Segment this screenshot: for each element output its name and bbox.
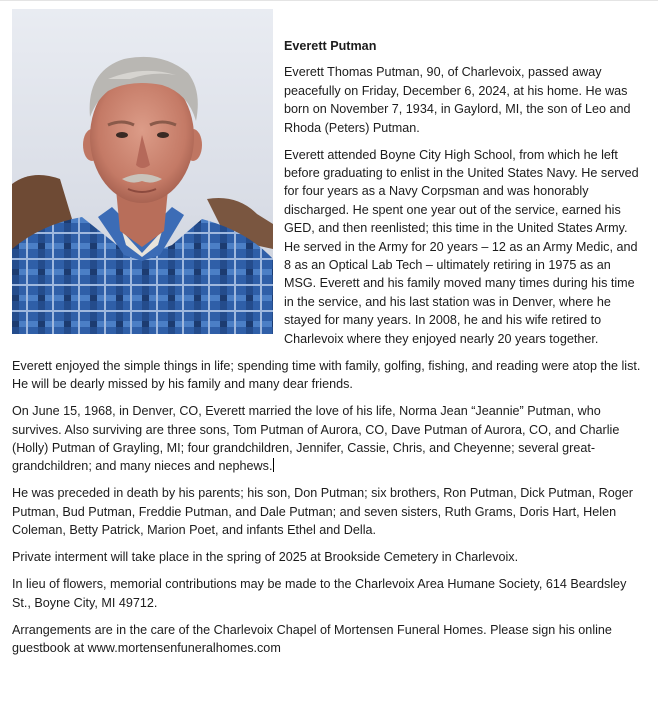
obituary-title: Everett Putman <box>284 39 377 53</box>
paragraph-memorial: In lieu of flowers, memorial contributions may be made to the Charlevoix Area Humane Society, 614 Beardsley St., Boyne City, MI 49712. <box>12 577 627 610</box>
paragraph-preceded: He was preceded in death by his parents; his son, Don Putman; six brothers, Ron Putman, Dick Putman, Roger Putman, Bud Putman, Freddie Putman, and Dale Putman; and seven sisters, Ruth Grams, Doris Hart, Helen Coleman, Betty Patrick, Marion Poet, and infants Ethel and Della. <box>12 486 633 538</box>
top-divider <box>0 0 658 1</box>
paragraph-interment: Private interment will take place in the spring of 2025 at Brookside Cemetery in Charlevoix. <box>12 550 519 565</box>
paragraph-arrangements: Arrangements are in the care of the Charlevoix Chapel of Mortensen Funeral Homes. Please sign his online guestbook at www.mortensenfuneralhomes.com <box>12 622 612 655</box>
paragraph-survivors <box>12 402 642 476</box>
paragraph-interests: Everett enjoyed the simple things in life; spending time with family, golfing, fishing, and reading were atop the list. He will be dearly missed by his family and many dear friends. <box>12 358 641 392</box>
portrait-illustration <box>12 9 273 334</box>
paragraph-service: Everett attended Boyne City High School, from which he left before graduating to enlist in the United States Navy. He served for four years as a Navy Corpsman and was honorably discharged. He spent one year out of the service, earned his GED, and then reenlisted; this time in the United States Army. He served in the Army for 20 years – 12 as an Army Medic, and 8 as an Optical Lab Tech – ultimately retiring in 1975 as an MSG. Everett and his family moved many times during his time in the service, and his last station was in Denver, where he stayed for many years. In 2008, he and his wife retired to Charlevoix where they enjoyed nearly 20 years together. <box>284 147 639 346</box>
paragraph-birth: Everett Thomas Putman, 90, of Charlevoix, passed away peacefully on Friday, December 6, 2024, at his home. He was born on November 7, 1934, in Gaylord, MI, the son of Leo and Rhoda (Peters) Putman. <box>284 65 631 135</box>
survivors-text: On June 15, 1968, in Denver, CO, Everett married the love of his life, Norma Jean “Jeannie” Putman, who survives. Also surviving are three sons, Tom Putman of Aurora, CO, Dave Putman of Aurora, CO, and Charlie (Holly) Putman of Grayling, MI; four grandchildren, Jennifer, Cassie, Chris, and Cheyenne; several great-grandchildren; and many nieces and nephews. <box>12 404 620 474</box>
portrait-photo <box>12 9 273 334</box>
obituary-document <box>12 9 642 666</box>
text-cursor <box>273 458 274 472</box>
